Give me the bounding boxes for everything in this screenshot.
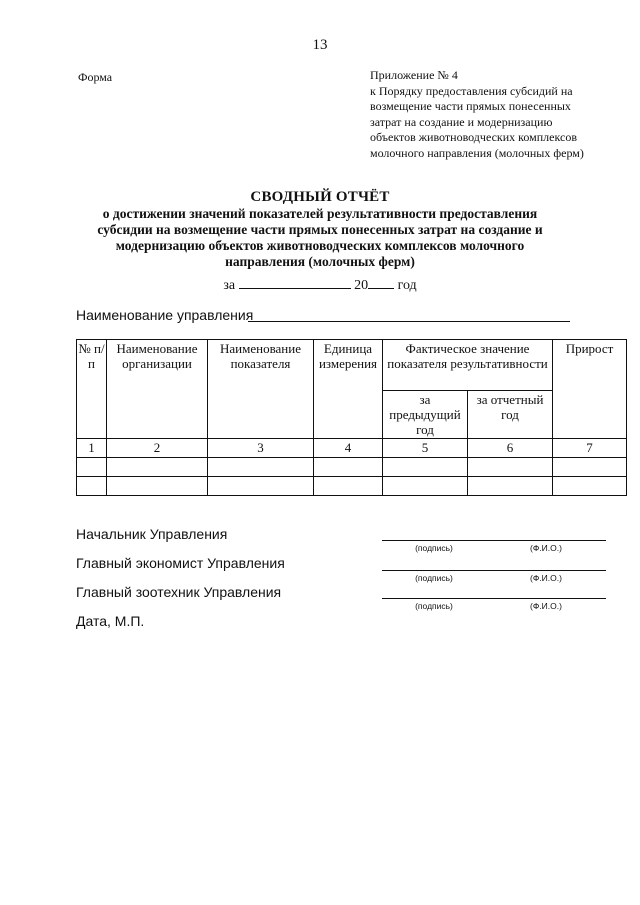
signature-label-head: Начальник Управления [76,526,228,542]
header-organization: Наименование организации [107,340,208,439]
table-cell[interactable] [553,458,627,477]
table-cell[interactable] [107,477,208,496]
table-row [77,477,627,496]
signature-line[interactable] [382,540,486,541]
period-blank-field[interactable] [239,275,351,289]
report-period [0,275,640,294]
appendix-line: затрат на создание и модернизацию [370,114,553,129]
signature-caption: (подпись) [415,543,453,553]
signature-line[interactable] [382,598,486,599]
column-number: 7 [553,439,627,458]
table-cell[interactable] [468,458,553,477]
column-number: 1 [77,439,107,458]
header-indicator: Наименование показателя [208,340,314,439]
column-number-row [77,439,627,458]
header-growth: Прирост [553,340,627,439]
name-line[interactable] [486,540,606,541]
appendix-line: к Порядку предоставления субсидий на [370,83,573,98]
table-cell[interactable] [77,458,107,477]
subtitle-line: субсидии на возмещение части прямых понесенных затрат на создание и [97,222,543,237]
subtitle-line: направления (молочных ферм) [225,254,415,269]
table-cell[interactable] [553,477,627,496]
column-number: 4 [314,439,383,458]
document-subtitle [70,206,570,270]
header-unit: Единица измерения [314,340,383,439]
period-year-prefix: 20 [354,278,369,293]
department-label: Наименование управления [76,307,254,323]
table-cell[interactable] [383,477,468,496]
table-cell[interactable] [208,458,314,477]
department-blank-field[interactable] [248,321,570,322]
table-cell[interactable] [468,477,553,496]
form-label: Форма [78,70,113,84]
appendix-line: Приложение № 4 [370,68,458,82]
period-suffix: год [397,278,417,293]
name-line[interactable] [486,598,606,599]
appendix-line: объектов животноводческих комплексов [370,130,577,144]
name-caption: (Ф.И.О.) [530,573,562,583]
header-num: № п/п [77,340,107,439]
name-line[interactable] [486,570,606,571]
subtitle-line: о достижении значений показателей результативности предоставления [102,206,538,221]
document-title: СВОДНЫЙ ОТЧЁТ [250,189,390,205]
signature-label-zootechnician: Главный зоотехник Управления [76,584,282,600]
table-cell[interactable] [314,458,383,477]
table-cell[interactable] [314,477,383,496]
period-prefix: за [223,278,236,293]
column-number: 2 [107,439,208,458]
table-cell[interactable] [208,477,314,496]
appendix-line: возмещение части прямых понесенных [370,99,571,113]
column-number: 6 [468,439,553,458]
date-stamp: Дата, М.П. [76,613,145,629]
name-caption: (Ф.И.О.) [530,543,562,553]
table-cell[interactable] [107,458,208,477]
appendix-line: молочного направления (молочных ферм) [370,145,584,160]
table-cell[interactable] [383,458,468,477]
column-number: 3 [208,439,314,458]
subtitle-line: модернизацию объектов животноводческих комплексов молочного [115,238,525,253]
header-current-year: за отчетный год [468,391,553,439]
table-row [77,458,627,477]
name-caption: (Ф.И.О.) [530,601,562,611]
column-number: 5 [383,439,468,458]
year-blank-field[interactable] [368,275,394,289]
header-actual-value: Фактическое значение показателя результативности [383,340,553,391]
header-previous-year: за предыдущий год [383,391,468,439]
signature-caption: (подпись) [415,573,453,583]
table-cell[interactable] [77,477,107,496]
appendix-note [370,68,632,161]
signature-label-economist: Главный экономист Управления [76,555,285,571]
page-number: 13 [312,37,328,53]
signature-caption: (подпись) [415,601,453,611]
signature-line[interactable] [382,570,486,571]
report-table [76,339,627,496]
